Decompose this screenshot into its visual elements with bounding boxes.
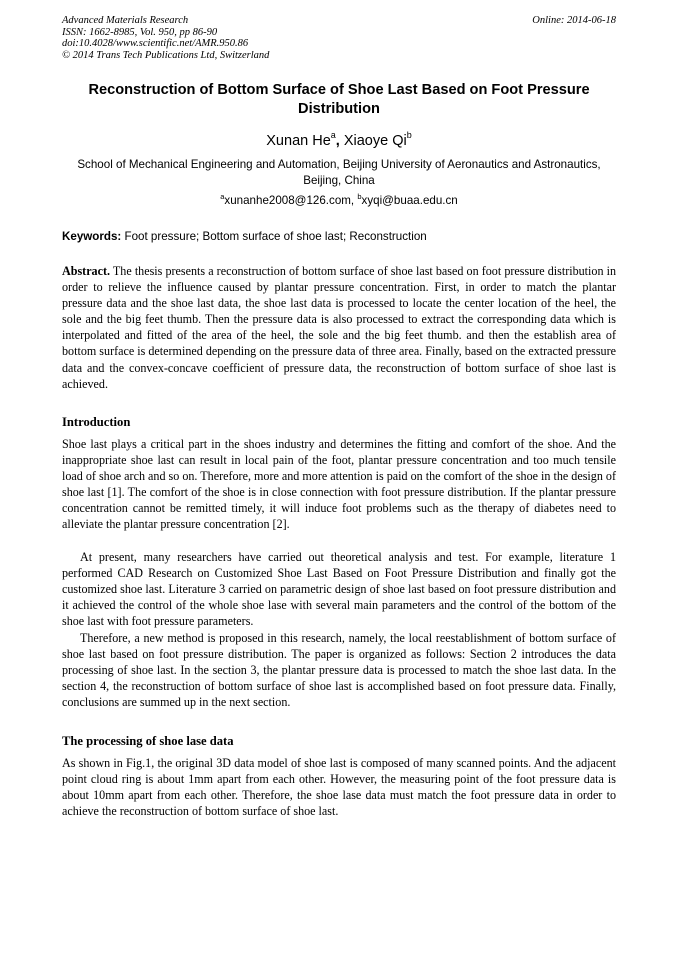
abstract	[62, 263, 616, 392]
keywords	[62, 230, 616, 244]
online-date: Online: 2014-06-18	[532, 15, 616, 26]
keywords-text: Foot pressure; Bottom surface of shoe last; Reconstruction	[121, 230, 427, 243]
issn-line: ISSN: 1662-8985, Vol. 950, pp 86-90	[62, 26, 218, 38]
email-a: xunanhe2008@126.com	[224, 194, 351, 207]
authors-line	[62, 132, 616, 150]
email-separator: ,	[350, 194, 358, 207]
email-b: xyqi@buaa.edu.cn	[361, 194, 458, 207]
journal-name: Advanced Materials Research	[62, 15, 189, 26]
email-sup: a	[220, 192, 225, 201]
abstract-text: The thesis presents a reconstruction of bottom surface of shoe last based on foot pressure distribution in order to relieve the influence caused by plantar pressure concentration. First, in order to match the plantar pressure data and the shoe last data, the shoe last data is processed to locate the center location of the heel, the sole and the big feet thumb. Then the pressure data is also processed to extract the corresponding data which is interpolated and fitted of the area of the heel, the sole and the big feet thumb. and then the establish area of bottom surface is determined depending on the pressure data of three area. Finally, based on the extracted pressure data and the convex-concave coefficient of pressure data, the reconstruction of bottom surface of shoe last is achieved.	[62, 264, 616, 391]
affiliation: School of Mechanical Engineering and Automation, Beijing University of Aeronautics and Astronautics, Beijing, China	[77, 158, 601, 187]
email-sup: b	[357, 192, 362, 201]
author-sup: a	[330, 130, 336, 140]
author-name: Xunan He	[266, 133, 331, 149]
intro-paragraph-3: Therefore, a new method is proposed in this research, namely, the local reestablishment of bottom surface of shoe last based on foot pressure distribution. The paper is organized as follows: Section 2 introduces the data processing of shoe last. In the section 3, the plantar pressure data is processed to match the shoe last data. In the section 4, the reconstruction of bottom surface of shoe last is accomplished based on foot pressure data. Finally, conclusions are summed up in the next section.	[62, 631, 616, 710]
intro-paragraph-1: Shoe last plays a critical part in the shoes industry and determines the fitting and comfort of the shoe. And the inappropriate shoe last can result in local pain of the foot, plantar pressure concentration and too much tensile load of shoe arch and so on. Therefore, more and more attention is paid on the comfort of the shoe in the design of shoe last [1]. The comfort of the shoe is in close connection with foot pressure distribution. If the plantar pressure concentration cannot be remitted timely, it will induce foot problems such as the therapy of diabetes need to alleviate the plantar pressure concentration [2].	[62, 437, 616, 532]
intro-paragraph-2: At present, many researchers have carried out theoretical analysis and test. For example, literature 1 performed CAD Research on Customized Shoe Last Based on Foot Pressure Distribution and finally got the customized shoe last. Literature 3 carried on parametric design of shoe last based on foot pressure distribution and it achieved the control of the whole shoe lase with several main parameters and the control of the bottom of the shoe last with foot pressure parameters.	[62, 550, 616, 629]
section-heading-introduction: Introduction	[62, 415, 131, 429]
keywords-label: Keywords:	[62, 230, 122, 243]
copyright-line: © 2014 Trans Tech Publications Ltd, Switzerland	[62, 49, 270, 61]
doi-line: doi:10.4028/www.scientific.net/AMR.950.86	[62, 38, 249, 49]
journal-header	[62, 15, 616, 61]
author-sup: b	[406, 130, 412, 140]
author-emails	[62, 194, 616, 208]
author-name: Xiaoye Qi	[343, 133, 407, 149]
abstract-label: Abstract.	[62, 264, 111, 278]
paper-title: Reconstruction of Bottom Surface of Shoe Last Based on Foot Pressure Distribution	[88, 82, 590, 117]
processing-paragraph-1: As shown in Fig.1, the original 3D data model of shoe last is composed of many scanned points. And the adjacent point cloud ring is about 1mm apart from each other. However, the measuring point of the foot pressure data is about 10mm apart from each other. Therefore, the shoe lase data must match the foot pressure data in order to achieve the reconstruction of bottom surface of shoe last.	[62, 756, 616, 819]
author-separator: ,	[335, 133, 344, 149]
section-heading-processing: The processing of shoe lase data	[62, 734, 234, 748]
